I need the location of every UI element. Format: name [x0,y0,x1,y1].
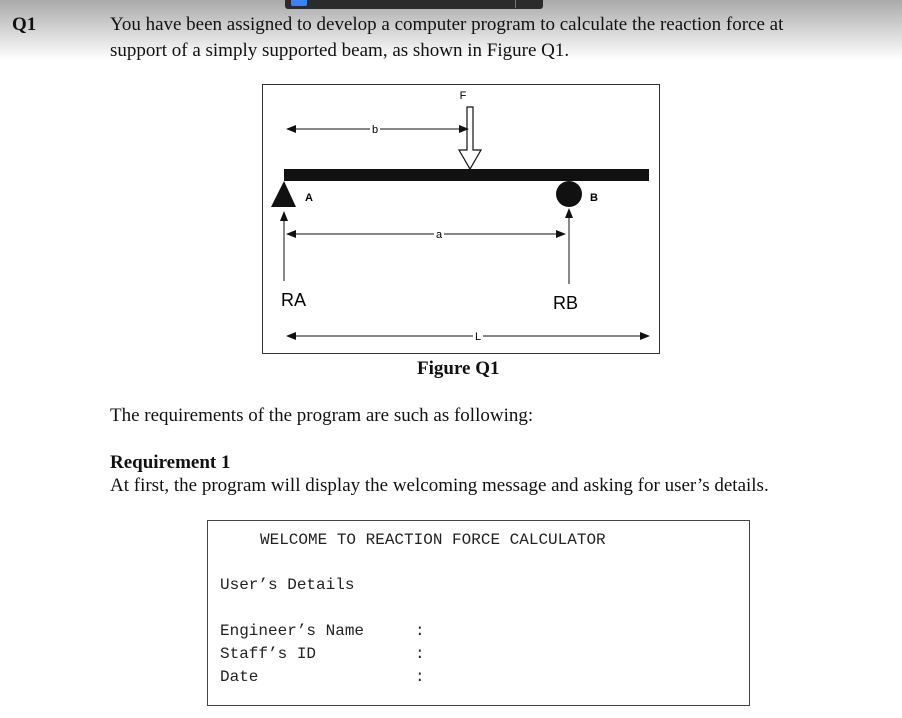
requirement-1-title: Requirement 1 [110,452,231,473]
console-welcome: WELCOME TO REACTION FORCE CALCULATOR [260,531,606,549]
console-output-box [207,520,750,706]
field-label-date: Date [220,668,259,686]
field-separator: : [415,622,425,640]
requirements-intro: The requirements of the program are such as following: [110,405,534,426]
toolbar-button[interactable] [291,0,307,6]
support-b-label: B [590,192,598,204]
requirement-1-text: At first, the program will display the welcoming message and asking for user’s details. [110,475,769,496]
console-section-title: User’s Details [220,576,355,594]
toolbar-divider [515,0,516,8]
beam [284,169,649,181]
figure-caption: Figure Q1 [417,358,500,379]
beam-figure [262,84,660,354]
roller-support-b [556,181,582,207]
dimension-b-label: b [371,124,379,136]
support-a-label: A [305,192,313,204]
field-label-name: Engineer’s Name [220,622,365,640]
reaction-a-label: RA [281,290,307,310]
reaction-b-label: RB [553,293,579,313]
dimension-L-label: L [474,331,482,343]
field-label-staff-id: Staff’s ID [220,645,317,663]
force-arrow [459,107,481,169]
force-label: F [459,90,467,102]
dimension-a-label: a [435,229,443,241]
viewer-toolbar[interactable] [285,0,543,9]
field-separator: : [415,645,425,663]
field-separator: : [415,668,425,686]
question-intro-line2: support of a simply supported beam, as shown in Figure Q1. [110,40,570,61]
question-intro-line1: You have been assigned to develop a computer program to calculate the reaction force at [110,14,784,35]
pin-support-a [271,181,296,207]
question-number: Q1 [12,14,37,35]
